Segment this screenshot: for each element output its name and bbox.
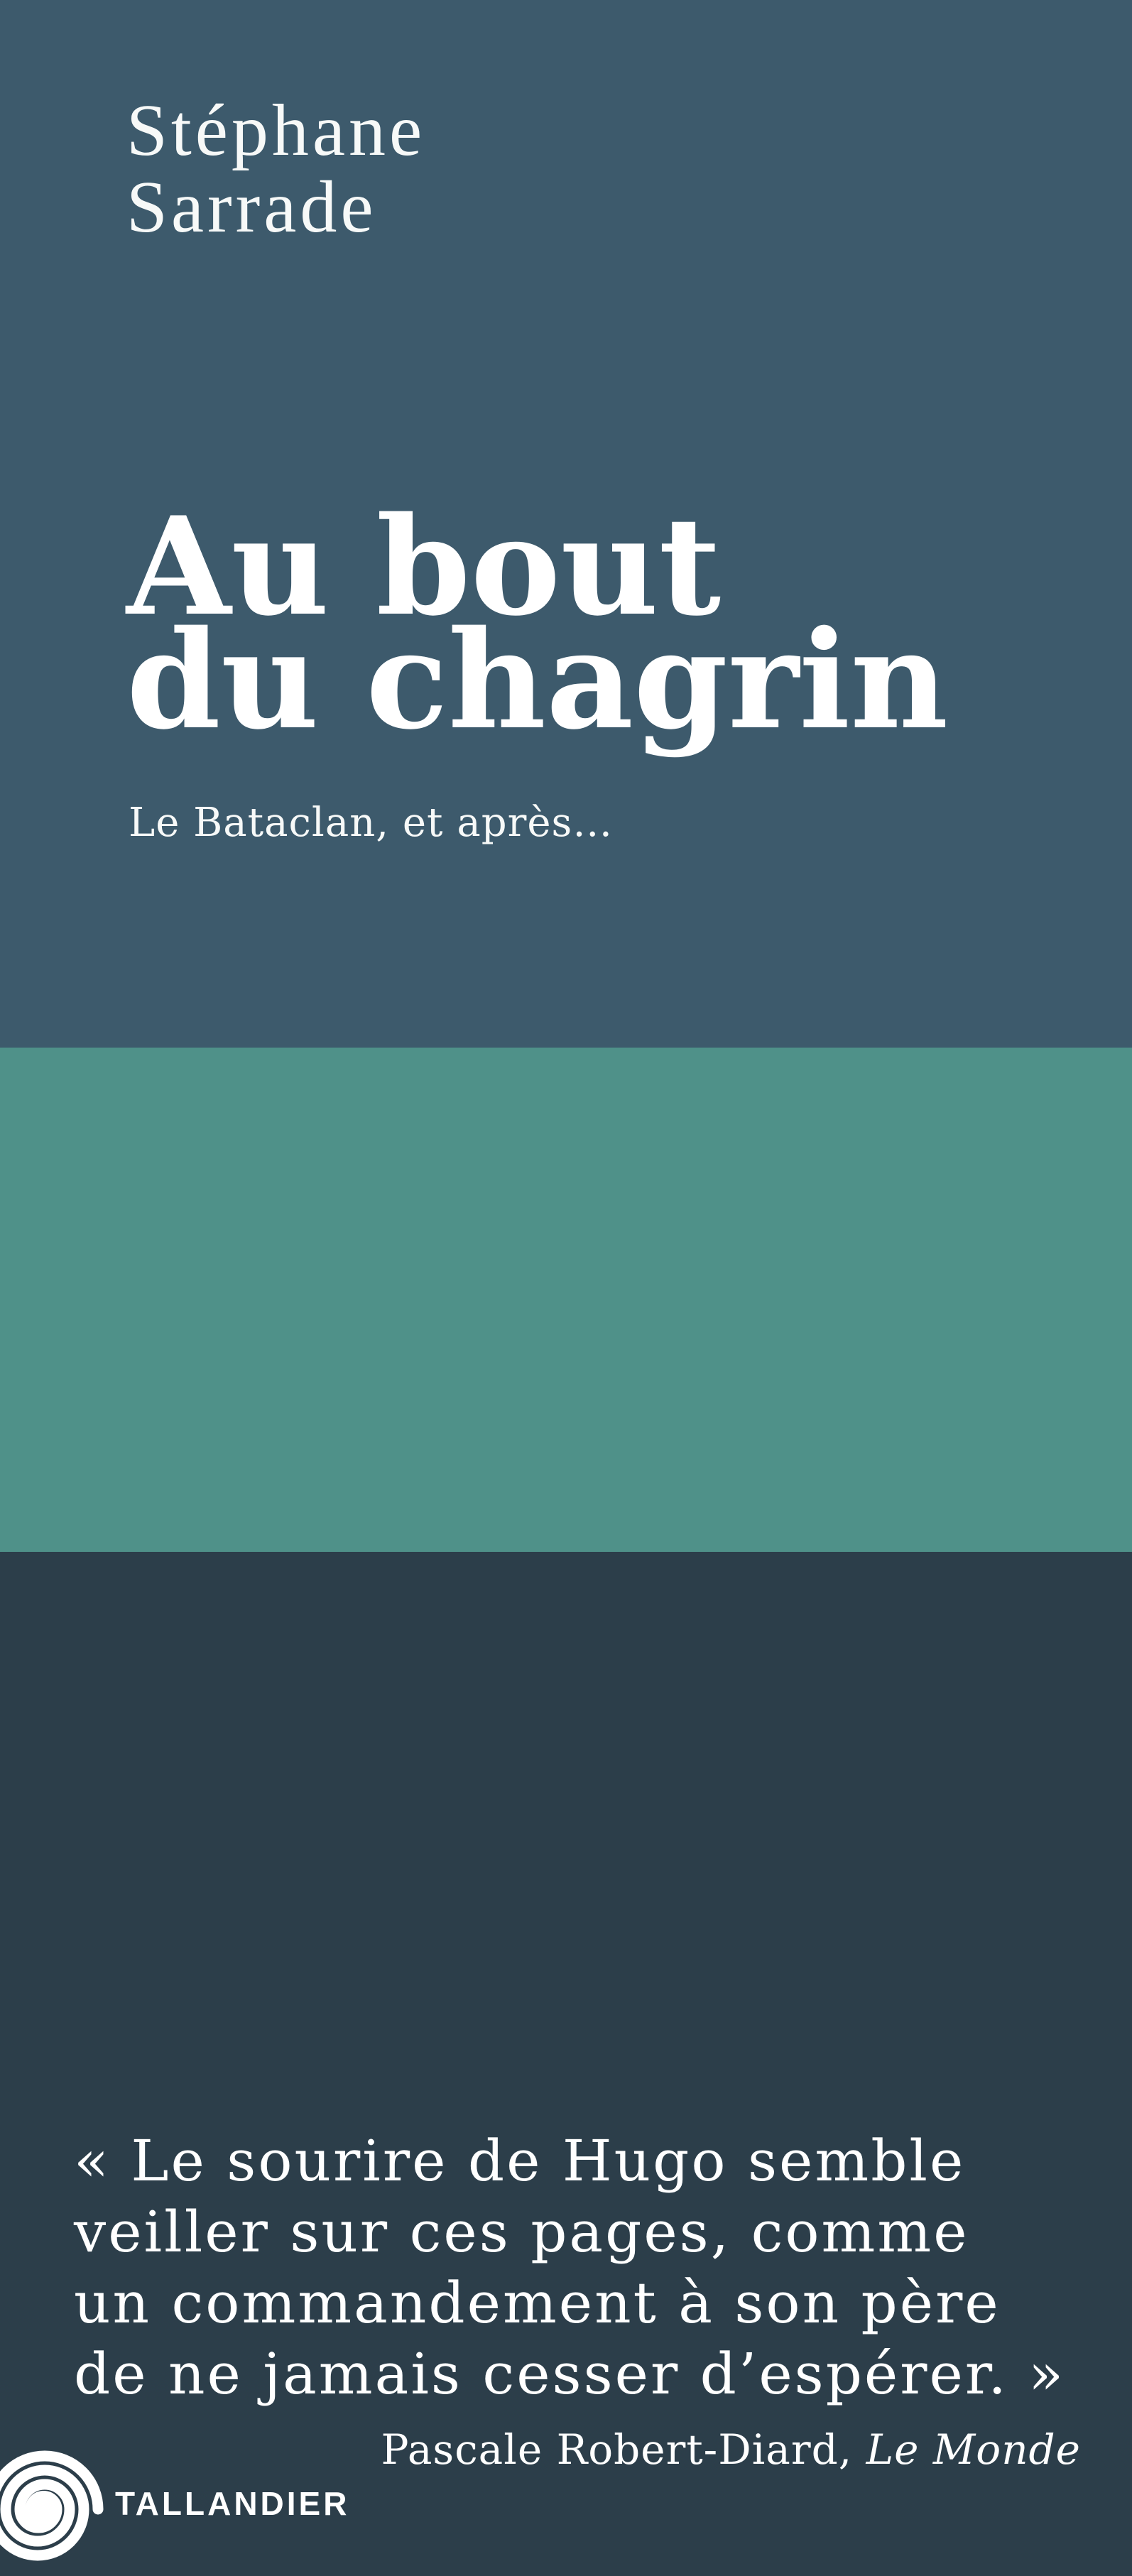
quote-line: de ne jamais cesser d’espérer. » bbox=[74, 2341, 1066, 2407]
quote-line: veiller sur ces pages, comme bbox=[74, 2199, 969, 2265]
quote-attribution-name: Pascale Robert-Diard, bbox=[381, 2425, 866, 2474]
book-subtitle: Le Bataclan, et après… bbox=[129, 800, 614, 846]
quote-attribution bbox=[381, 2425, 1081, 2474]
author-name-line2: Sarrade bbox=[126, 166, 377, 248]
quote-line: un commandement à son père bbox=[74, 2270, 1001, 2336]
quote-line: « Le sourire de Hugo semble bbox=[74, 2128, 966, 2194]
book-title-line1: Au bout bbox=[126, 487, 722, 646]
cover-top-panel bbox=[0, 0, 1132, 1048]
book-title-line2: du chagrin bbox=[126, 601, 949, 759]
review-quote bbox=[74, 2126, 1065, 2410]
tallandier-spiral-icon bbox=[0, 2448, 108, 2576]
publisher-name: TALLANDIER bbox=[115, 2485, 350, 2522]
cover-bottom-panel bbox=[0, 1048, 1132, 2522]
author-name-line1: Stéphane bbox=[126, 89, 426, 171]
book-title bbox=[126, 487, 949, 759]
quote-attribution-source: Le Monde bbox=[866, 2425, 1081, 2474]
author-name bbox=[126, 89, 426, 248]
